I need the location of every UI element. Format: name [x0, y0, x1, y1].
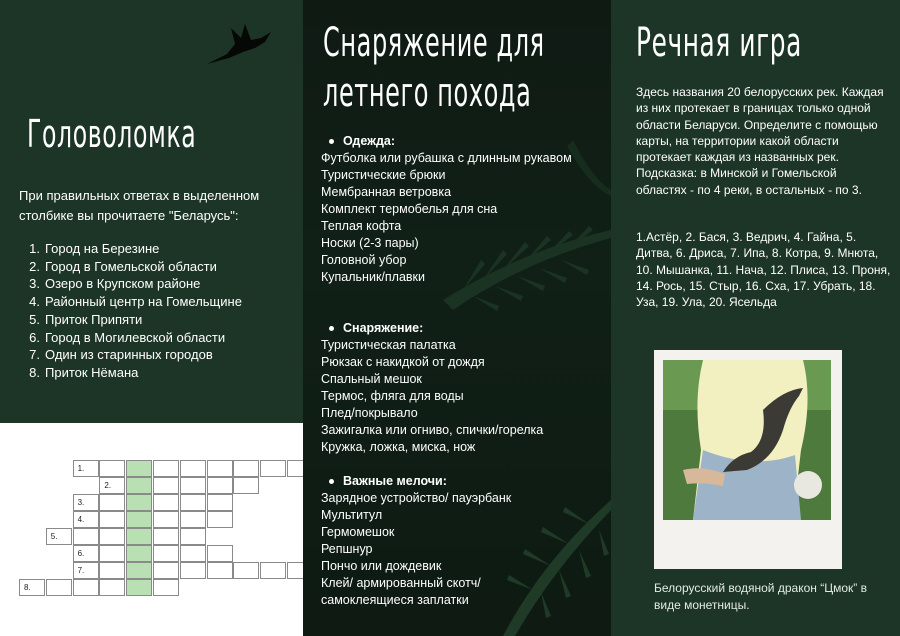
- crossword-number-cell: 7.: [73, 562, 99, 579]
- clue-item: 6. Город в Могилевской области: [29, 329, 226, 345]
- crossword-cell: [99, 562, 125, 579]
- list-item: Теплая кофта: [321, 219, 402, 233]
- crossword-cell: [99, 511, 125, 528]
- crossword-cell: [126, 579, 152, 596]
- river-title: Речная игра: [636, 20, 802, 66]
- crossword-cell: [99, 579, 125, 596]
- list-item: Гермомешок: [321, 525, 395, 539]
- list-item: Зажигалка или огниво, спички/горелка: [321, 423, 544, 437]
- crossword-cell: [126, 477, 152, 494]
- river-list: 1.Астёр, 2. Бася, 3. Ведрич, 4. Гайна, 5. Дитва, 6. Дриса, 7. Ипа, 8. Котра, 9. Мнюта, 10. Мышанка, 11. Нача, 12. Плиса, 13. Проня, 14. Рось, 15. Стыр, 16. Сха, 17. Убрать, 18. Уза, 19. Ула, 20. Ясельда: [636, 230, 891, 310]
- crossword-cell: [126, 460, 152, 477]
- river-game-panel: [611, 0, 900, 636]
- section-heading: Снаряжение:: [321, 320, 601, 337]
- crossword-cell: [180, 477, 206, 494]
- crossword-cell: [153, 494, 179, 511]
- clue-item: 5. Приток Припяти: [29, 311, 143, 327]
- crossword-number-cell: 4.: [73, 511, 99, 528]
- crossword-cell: [153, 562, 179, 579]
- crossword-cell: [73, 528, 99, 545]
- clue-item: 4. Районный центр на Гомельщине: [29, 294, 242, 310]
- crossword-number-cell: 3.: [73, 494, 99, 511]
- list-item: Комплект термобелья для сна: [321, 202, 498, 216]
- crossword-cell: [180, 511, 206, 528]
- section-heading: Одежда:: [321, 133, 601, 150]
- crossword-cell: [180, 494, 206, 511]
- list-item: Рюкзак с накидкой от дождя: [321, 355, 485, 369]
- clue-item: 8. Приток Нёмана: [29, 364, 139, 380]
- bird-silhouette-icon: [205, 18, 275, 68]
- essentials-section: [321, 473, 601, 609]
- crossword-cell: [46, 579, 72, 596]
- crossword-cell: [126, 562, 152, 579]
- crossword-cell: [233, 477, 259, 494]
- list-item: Кружка, ложка, миска, нож: [321, 440, 476, 454]
- crossword-cell: [260, 562, 286, 579]
- crossword-cell: [153, 477, 179, 494]
- list-item: Мультитул: [321, 508, 383, 522]
- crossword-cell: [126, 511, 152, 528]
- crossword-cell: [207, 562, 233, 579]
- clue-item: 3. Озеро в Крупском районе: [29, 276, 201, 292]
- crossword-cell: [207, 511, 233, 528]
- crossword-cell: [153, 545, 179, 562]
- equipment-title: Снаряжение для летнего похода: [323, 20, 545, 116]
- crossword-cell: [126, 528, 152, 545]
- crossword-number-cell: 2.: [99, 477, 125, 494]
- crossword-area: [0, 423, 303, 636]
- clothing-section: [321, 133, 601, 286]
- crossword-cell: [73, 579, 99, 596]
- list-item: Туристические брюки: [321, 168, 446, 182]
- list-item: Репшнур: [321, 542, 373, 556]
- list-item: Зарядное устройство/ пауэрбанк: [321, 491, 512, 505]
- dragon-photo: [663, 360, 831, 520]
- crossword-cell: [99, 494, 125, 511]
- list-item: Пончо или дождевик: [321, 559, 442, 573]
- crossword-cell: [99, 528, 125, 545]
- crossword-cell: [180, 562, 206, 579]
- list-item: Туристическая палатка: [321, 338, 456, 352]
- crossword-cell: [207, 545, 233, 562]
- photo-frame: [654, 350, 842, 569]
- list-item: Мембранная ветровка: [321, 185, 452, 199]
- clue-item: 7. Один из старинных городов: [29, 347, 213, 363]
- list-item: Головной убор: [321, 253, 407, 267]
- crossword-cell: [153, 460, 179, 477]
- crossword-number-cell: 5.: [46, 528, 72, 545]
- list-item: Спальный мешок: [321, 372, 422, 386]
- crossword-cell: [207, 494, 233, 511]
- list-item: Носки (2-3 пары): [321, 236, 419, 250]
- crossword-cell: [153, 511, 179, 528]
- crossword-cell: [207, 477, 233, 494]
- list-item: Плед/покрывало: [321, 406, 418, 420]
- crossword-cell: [126, 494, 152, 511]
- puzzle-intro: При правильных ответах в выделенном столбике вы прочитаете "Беларусь":: [19, 188, 260, 223]
- crossword-cell: [180, 460, 206, 477]
- river-intro: Здесь названия 20 белорусских рек. Каждая из них протекает в границах только одной области Беларуси. Определите с помощью карты, на территории какой области протекает каждая из названных рек. Подсказка: в Минской и Гомельской областях - по 4 реки, в остальных - по 3.: [636, 85, 884, 197]
- crossword-cell: [153, 579, 179, 596]
- crossword-cell: [233, 562, 259, 579]
- crossword-cell: [126, 545, 152, 562]
- crossword-number-cell: 8.: [19, 579, 45, 596]
- crossword-cell: [99, 545, 125, 562]
- list-item: Термос, фляга для воды: [321, 389, 464, 403]
- equipment-panel: [303, 0, 611, 636]
- clue-item: 1. Город на Березине: [29, 241, 160, 256]
- puzzle-title: Головоломка: [27, 112, 197, 156]
- crossword-cell: [153, 528, 179, 545]
- crossword-number-cell: 6.: [73, 545, 99, 562]
- crossword-cell: [180, 545, 206, 562]
- crossword-cell: [233, 460, 259, 477]
- list-item: Футболка или рубашка с длинным рукавом: [321, 151, 572, 165]
- gear-section: [321, 320, 601, 456]
- puzzle-panel: [0, 0, 303, 636]
- photo-caption: Белорусский водяной дракон “Цмок” в виде монетницы.: [654, 581, 867, 612]
- crossword-number-cell: 1.: [73, 460, 99, 477]
- list-item: Клей/ армированный скотч/ самоклеящиеся заплатки: [321, 576, 481, 607]
- crossword-cell: [287, 460, 303, 477]
- crossword-cell: [260, 460, 286, 477]
- list-item: Купальник/плавки: [321, 270, 425, 284]
- crossword-cell: [207, 460, 233, 477]
- crossword-cell: [287, 562, 303, 579]
- clue-item: 2. Город в Гомельской области: [29, 258, 217, 274]
- crossword-cell: [180, 528, 206, 545]
- clue-list: [22, 240, 292, 382]
- crossword-cell: [99, 460, 125, 477]
- section-heading: Важные мелочи:: [321, 473, 601, 490]
